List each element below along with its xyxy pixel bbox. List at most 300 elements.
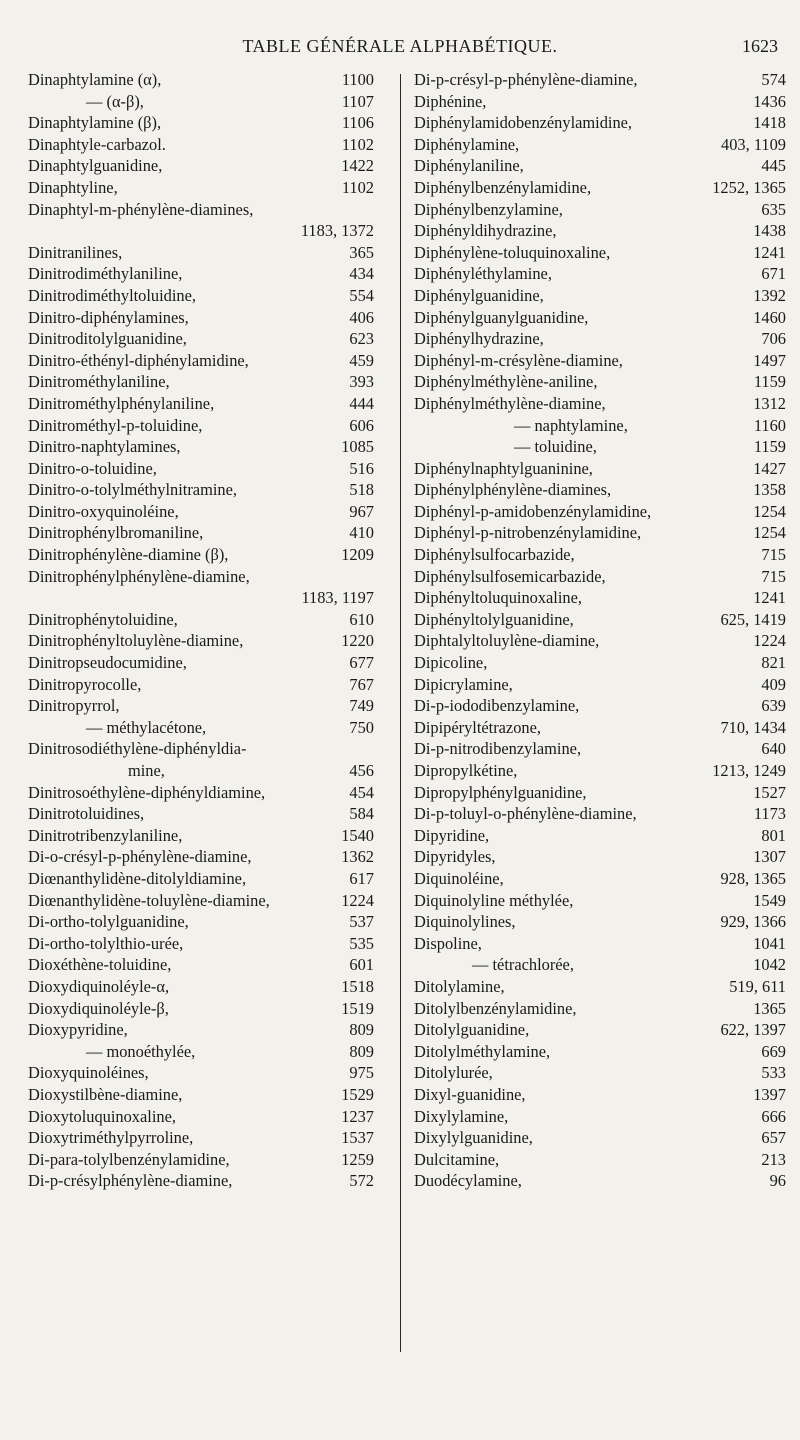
index-entry (28, 69, 374, 91)
entry-pages: 459 (349, 350, 374, 370)
index-entry (28, 652, 374, 674)
index-entry (414, 1062, 786, 1084)
index-entry (414, 415, 786, 437)
entry-term: Dinitrodiméthylaniline, (28, 264, 183, 284)
index-entry (28, 1084, 374, 1106)
index-entry (28, 544, 374, 566)
entry-term: Diphénylhydrazine, (414, 329, 544, 349)
entry-term: Dispoline, (414, 933, 482, 953)
entry-term: Di-ortho-tolylguanidine, (28, 912, 189, 932)
page-header (0, 34, 800, 58)
index-entry (28, 846, 374, 868)
entry-pages: 749 (349, 696, 374, 716)
index-entry (414, 760, 786, 782)
entry-pages: 1209 (341, 545, 374, 565)
entry-term: Di-p-crésyl-p-phénylène-diamine, (414, 70, 638, 89)
entry-term: Dixylylguanidine, (414, 1128, 533, 1148)
entry-term: Diphénylbenzylamine, (414, 199, 563, 219)
index-entry (414, 1170, 786, 1192)
entry-pages: 625, 1419 (720, 609, 786, 629)
entry-term: Diœnanthylidène-toluylène-diamine, (28, 890, 270, 910)
entry-pages: 1307 (753, 847, 786, 867)
index-entry (28, 1170, 374, 1192)
entry-pages: 1397 (753, 1084, 786, 1104)
entry-term: Dioxypyridine, (28, 1020, 128, 1040)
index-entry (414, 544, 786, 566)
entry-pages: 1460 (753, 307, 786, 327)
index-entry (28, 285, 374, 307)
column-divider (400, 74, 401, 1352)
entry-term: Dioxytriméthylpyrroline, (28, 1128, 194, 1148)
entry-term: Ditolylurée, (414, 1063, 493, 1083)
entry-pages: 635 (761, 199, 786, 219)
entry-pages: 671 (761, 264, 786, 284)
entry-term: Ditolylméthylamine, (414, 1041, 551, 1061)
entry-term: Diphényl-m-crésylène-diamine, (414, 350, 623, 370)
entry-pages: 1042 (753, 955, 786, 975)
entry-pages: 1549 (753, 890, 786, 910)
index-entry (28, 1041, 374, 1063)
entry-pages: 975 (349, 1063, 374, 1083)
entry-pages: 584 (349, 804, 374, 824)
entry-pages: 518 (349, 480, 374, 500)
entry-term: Dioxydiquinoléyle-β, (28, 998, 169, 1018)
entry-term: Dinitrotoluidines, (28, 804, 145, 824)
entry-pages: 406 (349, 307, 374, 327)
index-entry (414, 609, 786, 631)
index-entry (28, 220, 374, 242)
index-entry (28, 1127, 374, 1149)
entry-pages: 434 (349, 264, 374, 284)
index-entry (28, 328, 374, 350)
index-entry (28, 91, 374, 113)
entry-pages: 1438 (753, 221, 786, 241)
index-entry (414, 307, 786, 329)
entry-pages: 1224 (753, 631, 786, 651)
entry-pages: 516 (349, 458, 374, 478)
entry-term: Dinitro-éthényl-diphénylamidine, (28, 350, 249, 370)
index-entry (414, 220, 786, 242)
entry-pages: 1159 (753, 372, 786, 392)
entry-pages: 1365 (753, 998, 786, 1018)
index-entry (414, 69, 786, 91)
entry-term: Dinitrophénytoluidine, (28, 609, 178, 629)
index-entry (414, 134, 786, 156)
entry-term: Dulcitamine, (414, 1149, 500, 1169)
index-entry (414, 825, 786, 847)
entry-term: Di-o-crésyl-p-phénylène-diamine, (28, 847, 252, 867)
index-entry (414, 933, 786, 955)
entry-term: Dipicoline, (414, 653, 488, 673)
entry-term: — méthylacétone, (86, 717, 207, 737)
entry-pages: 410 (349, 523, 374, 543)
entry-term: Dipyridyles, (414, 847, 496, 867)
entry-pages: 1527 (753, 782, 786, 802)
entry-term: Dinaphtylamine (β), (28, 113, 162, 133)
index-entry (28, 976, 374, 998)
entry-pages: 403, 1109 (721, 134, 786, 154)
entry-term: Di-p-crésylphénylène-diamine, (28, 1171, 233, 1191)
index-entry (28, 1062, 374, 1084)
index-entry (414, 393, 786, 415)
entry-pages: 639 (761, 696, 786, 716)
entry-pages: 657 (761, 1128, 786, 1148)
entry-term: Dinitropyrocolle, (28, 674, 142, 694)
entry-term: mine, (128, 761, 165, 780)
index-entry (414, 371, 786, 393)
entry-pages: 640 (761, 739, 786, 759)
index-entry (28, 479, 374, 501)
entry-term: Di-para-tolylbenzénylamidine, (28, 1149, 230, 1169)
entry-term: Diphénylméthylène-diamine, (414, 393, 606, 413)
index-entry (28, 890, 374, 912)
entry-term: Diphényléthylamine, (414, 264, 552, 284)
entry-term: Dinitroditolylguanidine, (28, 329, 187, 349)
entry-pages: 519, 611 (729, 976, 786, 996)
entry-term: Dinitro-o-tolylméthylnitramine, (28, 480, 237, 500)
entry-pages: 606 (349, 415, 374, 435)
entry-term: Diphénylméthylène-aniline, (414, 372, 598, 392)
entry-pages: 767 (349, 674, 374, 694)
entry-pages: 801 (761, 825, 786, 845)
entry-term: Di-ortho-tolylthio-urée, (28, 933, 184, 953)
index-entry (414, 285, 786, 307)
entry-term: Ditolylamine, (414, 976, 505, 996)
entry-pages: 929, 1366 (720, 912, 786, 932)
entry-pages: 750 (349, 717, 374, 737)
entry-term: — naphtylamine, (514, 415, 628, 435)
entry-term: Dipropylphénylguanidine, (414, 782, 587, 802)
entry-pages: 535 (349, 933, 374, 953)
index-entry (28, 134, 374, 156)
entry-pages: 393 (349, 372, 374, 392)
entry-pages: 1537 (341, 1128, 374, 1148)
entry-term: Dipipéryltétrazone, (414, 717, 541, 737)
entry-term: Di-p-iododibenzylamine, (414, 696, 580, 716)
entry-pages: 96 (769, 1171, 786, 1191)
entry-term: — tétrachlorée, (472, 955, 574, 975)
index-entry (414, 91, 786, 113)
index-entry (414, 674, 786, 696)
page-number: 1623 (742, 36, 778, 56)
entry-term: Dinitrométhyl-p-toluidine, (28, 415, 203, 435)
entry-pages: 1241 (753, 242, 786, 262)
entry-pages: 928, 1365 (720, 868, 786, 888)
entry-term: Dinitro-naphtylamines, (28, 437, 181, 457)
index-entry (28, 242, 374, 264)
entry-term: Dinitro-diphénylamines, (28, 307, 189, 327)
index-entry (414, 1084, 786, 1106)
entry-term: Diphénylguanylguanidine, (414, 307, 589, 327)
entry-pages: 669 (761, 1041, 786, 1061)
entry-pages: 601 (349, 955, 374, 975)
entry-term: — monoéthylée, (86, 1041, 196, 1061)
entry-pages: 445 (761, 156, 786, 176)
index-entry (28, 112, 374, 134)
index-entry (414, 803, 786, 825)
left-index-column (28, 69, 374, 1192)
entry-term: Diphénylamidobenzénylamidine, (414, 113, 633, 133)
entry-term: Diquinoléine, (414, 868, 504, 888)
index-entry (28, 933, 374, 955)
entry-term: Dinitrophénylbromaniline, (28, 523, 204, 543)
index-entry (28, 587, 374, 609)
entry-pages: 409 (761, 674, 786, 694)
entry-pages: 1237 (341, 1106, 374, 1126)
index-entry (414, 177, 786, 199)
entry-pages: 967 (349, 501, 374, 521)
index-entry (414, 155, 786, 177)
entry-term: Dioxytoluquinoxaline, (28, 1106, 176, 1126)
entry-term: Diphényl-p-amidobenzénylamidine, (414, 501, 652, 521)
index-entry (414, 566, 786, 588)
index-entry (414, 717, 786, 739)
entry-pages: 1259 (341, 1149, 374, 1169)
index-entry (414, 695, 786, 717)
entry-term: Duodécylamine, (414, 1171, 522, 1191)
entry-term: Diphényltoluquinoxaline, (414, 588, 582, 608)
entry-pages: 533 (761, 1063, 786, 1083)
entry-term: Dinitrodiméthyltoluidine, (28, 285, 196, 305)
entry-term: Dinaphtyl-m-phénylène-diamines, (28, 199, 254, 219)
index-entry (28, 436, 374, 458)
entry-pages: 1173 (753, 804, 786, 824)
index-entry (28, 1149, 374, 1171)
entry-term: — (α-β), (86, 91, 144, 111)
entry-pages: 617 (349, 868, 374, 888)
index-entry (28, 695, 374, 717)
entry-term: Dinitranilines, (28, 242, 123, 262)
index-entry (28, 458, 374, 480)
index-entry (28, 393, 374, 415)
entry-pages: 574 (761, 70, 786, 89)
index-entry (414, 976, 786, 998)
entry-term: Dinaphtylamine (α), (28, 70, 162, 89)
entry-term: Diphénine, (414, 91, 487, 111)
entry-term: Dinaphtyle-carbazol. (28, 134, 166, 154)
index-entry (414, 998, 786, 1020)
entry-pages: 1220 (341, 631, 374, 651)
index-entry (28, 954, 374, 976)
index-entry (414, 1106, 786, 1128)
entry-pages: 809 (349, 1041, 374, 1061)
entry-term: Diphénylsulfocarbazide, (414, 545, 575, 565)
entry-term: Diphényldihydrazine, (414, 221, 557, 241)
index-entry (28, 350, 374, 372)
index-entry (414, 479, 786, 501)
index-entry (414, 199, 786, 221)
entry-term: Dipropylkétine, (414, 761, 518, 780)
entry-term: Dioxéthène-toluidine, (28, 955, 172, 975)
entry-term: Dixylylamine, (414, 1106, 509, 1126)
entry-term: Dinaphtyline, (28, 177, 118, 197)
entry-pages: 1183, 1372 (300, 221, 374, 241)
entry-pages: 809 (349, 1020, 374, 1040)
entry-term: Dinitrométhylphénylaniline, (28, 393, 215, 413)
index-entry (414, 587, 786, 609)
entry-pages: 1183, 1197 (301, 588, 374, 608)
entry-pages: 1497 (753, 350, 786, 370)
entry-pages: 554 (349, 285, 374, 305)
entry-pages: 1392 (753, 285, 786, 305)
entry-term: Dinitrophénylphénylène-diamine, (28, 566, 250, 586)
entry-pages: 1254 (753, 501, 786, 521)
entry-term: Diphényltolylguanidine, (414, 609, 574, 629)
entry-term: Dinitrosodiéthylène-diphényldia- (28, 739, 247, 759)
entry-term: Dinitrotribenzylaniline, (28, 825, 183, 845)
index-entry (414, 242, 786, 264)
entry-term: Dioxyquinoléines, (28, 1063, 149, 1083)
entry-term: Dioxydiquinoléyle-α, (28, 976, 170, 996)
entry-pages: 821 (761, 653, 786, 673)
index-entry (414, 652, 786, 674)
entry-term: Dipyridine, (414, 825, 490, 845)
entry-pages: 1252, 1365 (712, 177, 786, 197)
entry-pages: 1241 (753, 588, 786, 608)
entry-term: Dinitropseudocumidine, (28, 653, 187, 673)
entry-pages: 1436 (753, 91, 786, 111)
entry-term: Dinitrométhylaniline, (28, 372, 170, 392)
entry-pages: 456 (349, 761, 374, 780)
index-entry (414, 630, 786, 652)
index-entry (28, 782, 374, 804)
entry-pages: 1362 (341, 847, 374, 867)
right-index-column (414, 69, 786, 1192)
index-entry (414, 1127, 786, 1149)
entry-pages: 623 (349, 329, 374, 349)
entry-term: Dinitrophénylène-diamine (β), (28, 545, 229, 565)
index-entry (28, 1106, 374, 1128)
entry-term: Dinitro-oxyquinoléine, (28, 501, 179, 521)
index-entry (414, 436, 786, 458)
entry-term: Dinitrosoéthylène-diphényldiamine, (28, 782, 266, 802)
entry-pages: 1518 (341, 976, 374, 996)
index-entry (28, 371, 374, 393)
index-entry (414, 954, 786, 976)
index-entry (28, 674, 374, 696)
index-entry (28, 998, 374, 1020)
entry-pages: 1254 (753, 523, 786, 543)
index-entry (414, 522, 786, 544)
index-entry (414, 868, 786, 890)
entry-term: Diphényl-p-nitrobenzénylamidine, (414, 523, 642, 543)
index-entry (414, 911, 786, 933)
index-entry (28, 738, 374, 760)
index-entry (28, 263, 374, 285)
entry-term: Diphénylnaphtylguaninine, (414, 458, 593, 478)
index-entry (414, 263, 786, 285)
index-entry (28, 566, 374, 588)
entry-pages: 1418 (753, 113, 786, 133)
index-entry (28, 760, 374, 782)
entry-pages: 715 (761, 545, 786, 565)
entry-pages: 706 (761, 329, 786, 349)
entry-pages: 537 (349, 912, 374, 932)
entry-pages: 1224 (341, 890, 374, 910)
index-entry (414, 782, 786, 804)
index-entry (414, 458, 786, 480)
entry-pages: 1312 (753, 393, 786, 413)
entry-term: Diphtalyltoluylène-diamine, (414, 631, 600, 651)
entry-term: Diphénylphénylène-diamines, (414, 480, 612, 500)
index-entry (28, 155, 374, 177)
entry-term: Diquinolyline méthylée, (414, 890, 574, 910)
entry-term: Diphénylène-toluquinoxaline, (414, 242, 611, 262)
index-entry (414, 738, 786, 760)
entry-pages: 610 (349, 609, 374, 629)
index-entry (28, 307, 374, 329)
index-entry (28, 868, 374, 890)
index-entry (28, 415, 374, 437)
entry-pages: 666 (761, 1106, 786, 1126)
index-entry (414, 350, 786, 372)
page-title: TABLE GÉNÉRALE ALPHABÉTIQUE. (242, 36, 558, 56)
entry-pages: 715 (761, 566, 786, 586)
entry-pages: 622, 1397 (720, 1020, 786, 1040)
entry-pages: 1160 (753, 415, 786, 435)
entry-pages: 1529 (341, 1084, 374, 1104)
index-entry (414, 846, 786, 868)
entry-pages: 1085 (341, 437, 374, 457)
index-entry (28, 1019, 374, 1041)
entry-term: Dioxystilbène-diamine, (28, 1084, 183, 1104)
entry-term: Di-p-toluyl-o-phénylène-diamine, (414, 804, 637, 824)
index-entry (414, 328, 786, 350)
entry-term: Ditolylguanidine, (414, 1020, 530, 1040)
entry-term: — toluidine, (514, 437, 597, 457)
entry-pages: 1213, 1249 (712, 761, 786, 780)
entry-pages: 677 (349, 653, 374, 673)
entry-pages: 444 (349, 393, 374, 413)
index-entry (28, 825, 374, 847)
index-entry (414, 1019, 786, 1041)
entry-pages: 1107 (341, 91, 374, 111)
entry-pages: 1540 (341, 825, 374, 845)
index-entry (28, 911, 374, 933)
index-entry (28, 630, 374, 652)
entry-pages: 365 (349, 242, 374, 262)
entry-pages: 1427 (753, 458, 786, 478)
index-entry (414, 1149, 786, 1171)
entry-term: Diœnanthylidène-ditolyldiamine, (28, 868, 247, 888)
entry-pages: 1102 (341, 177, 374, 197)
entry-term: Diquinolylines, (414, 912, 516, 932)
index-entry (28, 522, 374, 544)
entry-pages: 1358 (753, 480, 786, 500)
entry-pages: 1159 (753, 437, 786, 457)
entry-pages: 572 (349, 1171, 374, 1191)
entry-pages: 1041 (753, 933, 786, 953)
entry-pages: 1100 (341, 70, 374, 89)
index-entry (28, 609, 374, 631)
entry-term: Dipicrylamine, (414, 674, 513, 694)
entry-pages: 213 (761, 1149, 786, 1169)
index-entry (28, 501, 374, 523)
entry-pages: 454 (349, 782, 374, 802)
index-entry (414, 1041, 786, 1063)
entry-term: Di-p-nitrodibenzylamine, (414, 739, 582, 759)
entry-term: Diphénylguanidine, (414, 285, 544, 305)
entry-term: Ditolylbenzénylamidine, (414, 998, 577, 1018)
entry-term: Diphénylbenzénylamidine, (414, 177, 592, 197)
entry-term: Dinitropyrrol, (28, 696, 120, 716)
index-entry (28, 717, 374, 739)
entry-pages: 1519 (341, 998, 374, 1018)
entry-term: Dinitrophényltoluylène-diamine, (28, 631, 244, 651)
entry-term: Diphénylsulfosemicarbazide, (414, 566, 606, 586)
index-entry (414, 890, 786, 912)
entry-pages: 1102 (341, 134, 374, 154)
